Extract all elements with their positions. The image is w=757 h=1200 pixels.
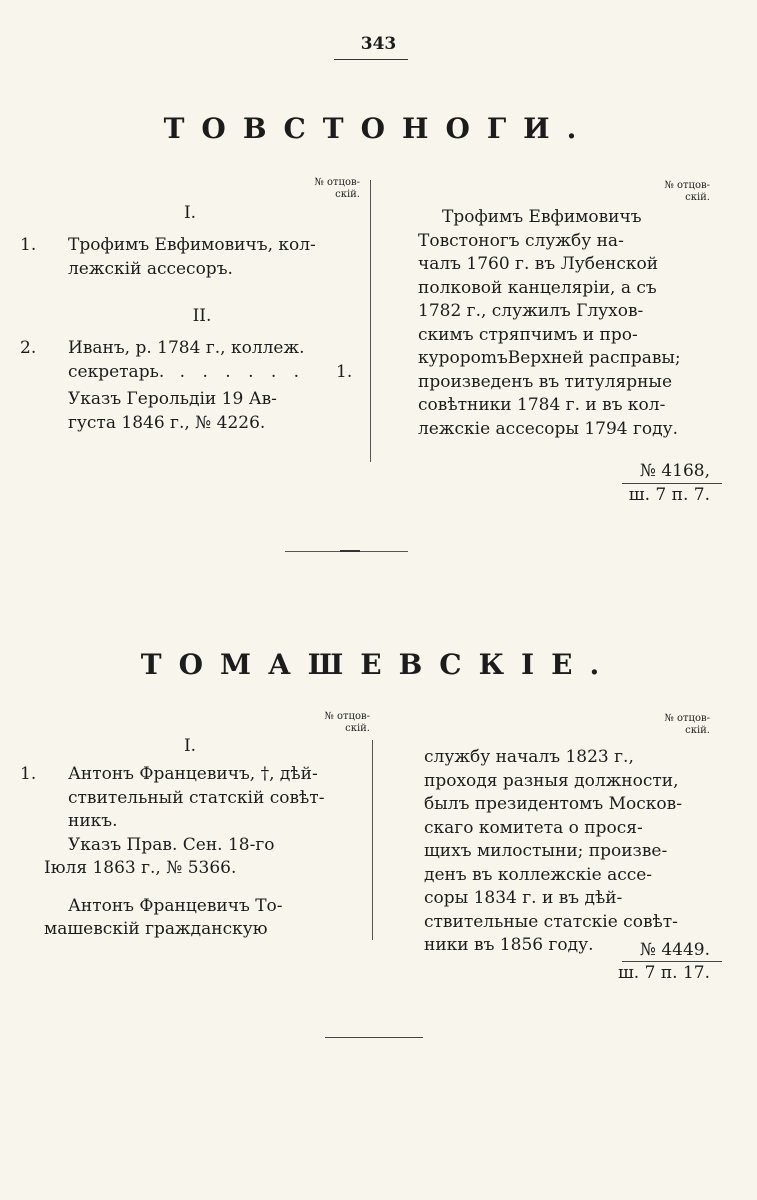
narrative-line: былъ президентомъ Москов- xyxy=(424,794,682,814)
narrative-line: Трофимъ Евфимовичъ xyxy=(442,207,642,227)
narrative-line: соры 1834 г. и въ дѣй- xyxy=(424,888,623,908)
genealogy-entry xyxy=(20,234,360,281)
entry-text: лежскій ассесоръ. xyxy=(68,258,233,279)
entry-text: секретарь. xyxy=(68,361,165,382)
narrative-line: полковой канцеляріи, а съ xyxy=(418,277,657,298)
generation-roman: I. xyxy=(183,203,197,223)
leader-dots: . . . . . . xyxy=(179,361,306,382)
decree-reference xyxy=(44,834,360,881)
narrative-line: курорomъВерхней расправы; xyxy=(418,348,681,368)
left-col-header xyxy=(310,711,370,735)
section-separator xyxy=(0,548,757,554)
narrative-line: совѣтники 1784 г. и въ кол- xyxy=(418,395,666,415)
col-header-line: № отцов- xyxy=(324,711,370,722)
narrative-line: скаго комитета о прося- xyxy=(424,817,643,838)
archive-ref-number: № 4168, xyxy=(639,461,710,481)
col-header-line: скій. xyxy=(685,725,710,736)
entry-text: Антонъ Францевичъ, †, дѣй- xyxy=(68,764,318,784)
col-header-line: № отцов- xyxy=(664,713,710,724)
col-header-line: скій. xyxy=(335,189,360,200)
narrative-line: произведенъ въ титулярные xyxy=(418,371,673,392)
archive-ref-number: № 4449. xyxy=(639,940,710,960)
narrative-line: чалъ 1760 г. въ Лубенской xyxy=(418,254,659,274)
col-header-line: № отцов- xyxy=(664,180,710,191)
narrative-line: проходя разныя должности, xyxy=(424,770,679,791)
narrative-line: лежскіе ассесоры 1794 году. xyxy=(418,418,679,439)
entry-number: 1. xyxy=(20,764,37,784)
col-header-line: № отцов- xyxy=(314,177,360,188)
entry-text: ствительный статскій совѣт- xyxy=(68,787,325,808)
entry-text: Иванъ, р. 1784 г., коллеж. xyxy=(68,338,305,358)
right-column-narrative xyxy=(418,206,710,441)
column-divider xyxy=(372,740,373,940)
column-divider xyxy=(370,180,371,462)
section-heading-tomashevskie: ТОМАШЕВСКІЕ. xyxy=(140,648,617,681)
decree-line: густа 1846 г., № 4226. xyxy=(68,412,266,433)
col-header-line: скій. xyxy=(685,192,710,203)
narrative-line: ствительные статскіе совѣт- xyxy=(424,911,678,932)
section-heading-tovstonogi: ТОВСТОНОГИ. xyxy=(163,112,594,145)
generation-roman: II. xyxy=(192,306,212,326)
narrative-line: Антонъ Францевичъ То- xyxy=(68,895,283,916)
entry-text: никъ. xyxy=(68,811,118,831)
separator-dash xyxy=(340,550,360,552)
generation-roman: I. xyxy=(183,736,197,756)
decree-line: Іюля 1863 г., № 5366. xyxy=(44,858,237,878)
right-col-header xyxy=(650,180,710,204)
entry-number: 1. xyxy=(20,235,37,255)
right-column-narrative xyxy=(424,746,710,958)
entry-number: 2. xyxy=(20,338,37,358)
left-col-header xyxy=(300,177,360,201)
genealogy-entry xyxy=(20,763,360,834)
narrative-line: ники въ 1856 году. xyxy=(424,935,594,955)
narrative-line: Товстоногъ службу на- xyxy=(418,230,624,251)
right-col-header xyxy=(650,713,710,737)
archive-ref-location: ш. 7 п. 17. xyxy=(617,963,710,983)
narrative-line: 1782 г., служилъ Глухов- xyxy=(418,301,644,321)
narrative-line: щихъ милостыни; произве- xyxy=(424,841,668,861)
page-number-rule xyxy=(334,59,408,60)
left-column-genealogy xyxy=(20,733,360,942)
narrative-line: скимъ стряпчимъ и про- xyxy=(418,324,638,345)
decree-line: Указъ Герольдіи 19 Ав- xyxy=(68,389,277,409)
narrative-line: службу началъ 1823 г., xyxy=(424,747,634,767)
left-narrative xyxy=(44,895,318,942)
entry-text: Трофимъ Евфимовичъ, кол- xyxy=(68,235,316,255)
decree-line: Указъ Прав. Сен. 18-го xyxy=(68,834,275,855)
narrative-line: денъ въ коллежскіе ассе- xyxy=(424,864,653,885)
page-number: 343 xyxy=(360,34,397,54)
left-column-genealogy xyxy=(20,200,360,435)
archive-ref-location: ш. 7 п. 7. xyxy=(628,485,710,505)
narrative-line: машевскій гражданскую xyxy=(44,919,268,939)
genealogy-entry: 2. Иванъ, р. 1784 г., коллеж. секретарь. . . . . . . 1. xyxy=(20,338,353,382)
col-header-line: скій. xyxy=(345,723,370,734)
end-rule xyxy=(325,1037,423,1038)
decree-reference xyxy=(44,388,360,435)
